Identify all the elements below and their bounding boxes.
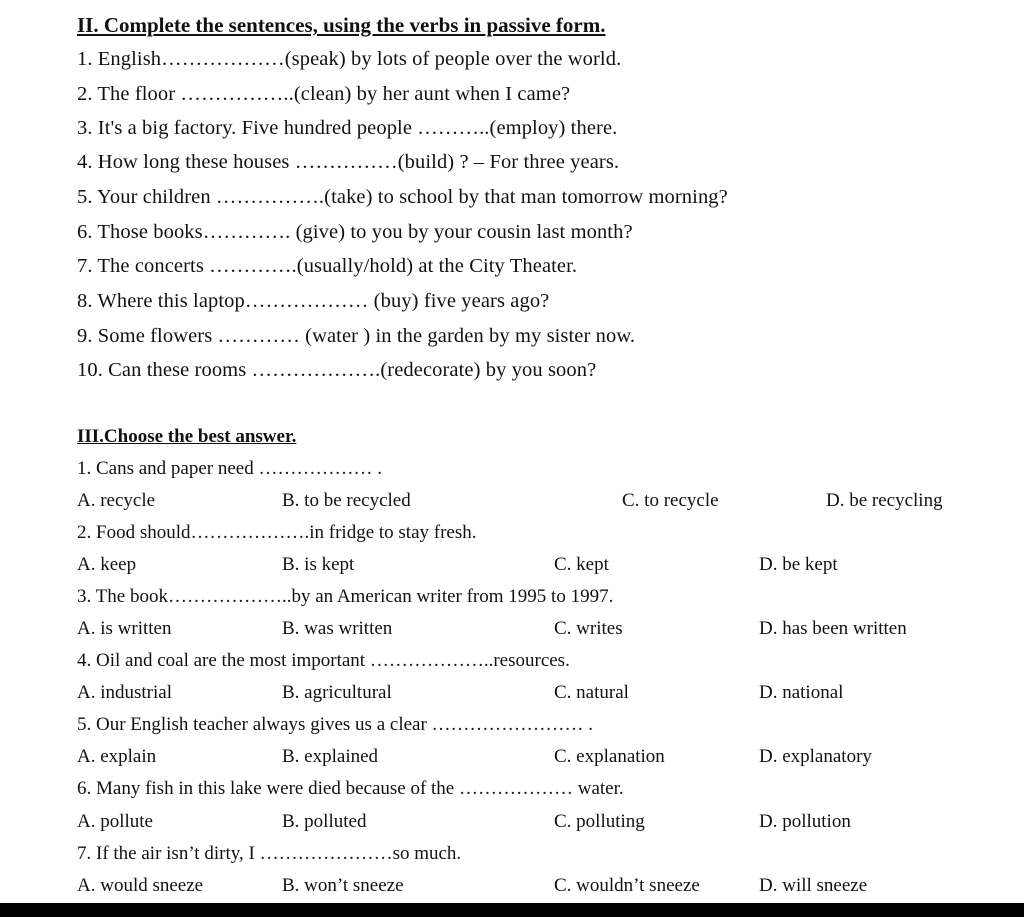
question-6: 6. Many fish in this lake were died because of the ……………… water. bbox=[77, 778, 624, 799]
question-6-option-a: A. pollute bbox=[77, 811, 153, 832]
question-5: 5. Our English teacher always gives us a clear …………………… . bbox=[77, 714, 594, 735]
question-3-option-d: D. has been written bbox=[759, 618, 907, 639]
question-4-option-c: C. natural bbox=[554, 682, 629, 703]
question-3: 3. The book………………..by an American writer from 1995 to 1997. bbox=[77, 586, 614, 607]
sentence-4: 4. How long these houses ……………(build) ? – For three years. bbox=[77, 151, 620, 173]
section-ii-title: II. Complete the sentences, using the verbs in passive form. bbox=[77, 13, 606, 37]
sentence-2: 2. The floor ……………..(clean) by her aunt when I came? bbox=[77, 83, 571, 105]
sentence-6: 6. Those books…………. (give) to you by your cousin last month? bbox=[77, 221, 633, 243]
question-5-option-d: D. explanatory bbox=[759, 746, 872, 767]
question-1-option-c: C. to recycle bbox=[622, 490, 719, 511]
question-1-option-d: D. be recycling bbox=[826, 490, 943, 511]
sentence-1: 1. English………………(speak) by lots of people over the world. bbox=[77, 48, 622, 70]
sentence-5: 5. Your children …………….(take) to school by that man tomorrow morning? bbox=[77, 186, 728, 208]
question-3-option-b: B. was written bbox=[282, 618, 393, 639]
sentence-8: 8. Where this laptop……………… (buy) five years ago? bbox=[77, 290, 550, 312]
question-3-option-a: A. is written bbox=[77, 618, 172, 639]
question-5-option-a: A. explain bbox=[77, 746, 157, 767]
question-7: 7. If the air isn’t dirty, I …………………so much. bbox=[77, 843, 462, 864]
question-7-option-d: D. will sneeze bbox=[759, 875, 868, 896]
question-2: 2. Food should……………….in fridge to stay fresh. bbox=[77, 522, 477, 543]
question-1-option-a: A. recycle bbox=[77, 490, 156, 511]
question-3-option-c: C. writes bbox=[554, 618, 623, 639]
question-2-option-d: D. be kept bbox=[759, 554, 838, 575]
question-7-option-c: C. wouldn’t sneeze bbox=[554, 875, 700, 896]
question-7-option-a: A. would sneeze bbox=[77, 875, 204, 896]
question-5-option-b: B. explained bbox=[282, 746, 379, 767]
question-2-option-b: B. is kept bbox=[282, 554, 355, 575]
section-iii-title: III.Choose the best answer. bbox=[77, 426, 297, 447]
question-4-option-b: B. agricultural bbox=[282, 682, 392, 703]
question-2-option-a: A. keep bbox=[77, 554, 137, 575]
sentence-3: 3. It's a big factory. Five hundred people ………..(employ) there. bbox=[77, 117, 618, 139]
question-6-option-d: D. pollution bbox=[759, 811, 851, 832]
question-6-option-b: B. polluted bbox=[282, 811, 367, 832]
sentence-7: 7. The concerts ………….(usually/hold) at the City Theater. bbox=[77, 255, 578, 277]
question-6-option-c: C. polluting bbox=[554, 811, 645, 832]
question-4-option-a: A. industrial bbox=[77, 682, 172, 703]
question-1: 1. Cans and paper need ……………… . bbox=[77, 458, 382, 479]
question-4-option-d: D. national bbox=[759, 682, 844, 703]
sentence-9: 9. Some flowers ………… (water ) in the garden by my sister now. bbox=[77, 325, 636, 347]
question-1-option-b: B. to be recycled bbox=[282, 490, 411, 511]
bottom-black-bar bbox=[0, 903, 1024, 917]
question-2-option-c: C. kept bbox=[554, 554, 609, 575]
question-7-option-b: B. won’t sneeze bbox=[282, 875, 404, 896]
sentence-10: 10. Can these rooms ……………….(redecorate) by you soon? bbox=[77, 359, 597, 381]
question-5-option-c: C. explanation bbox=[554, 746, 665, 767]
question-4: 4. Oil and coal are the most important ………………..resources. bbox=[77, 650, 570, 671]
